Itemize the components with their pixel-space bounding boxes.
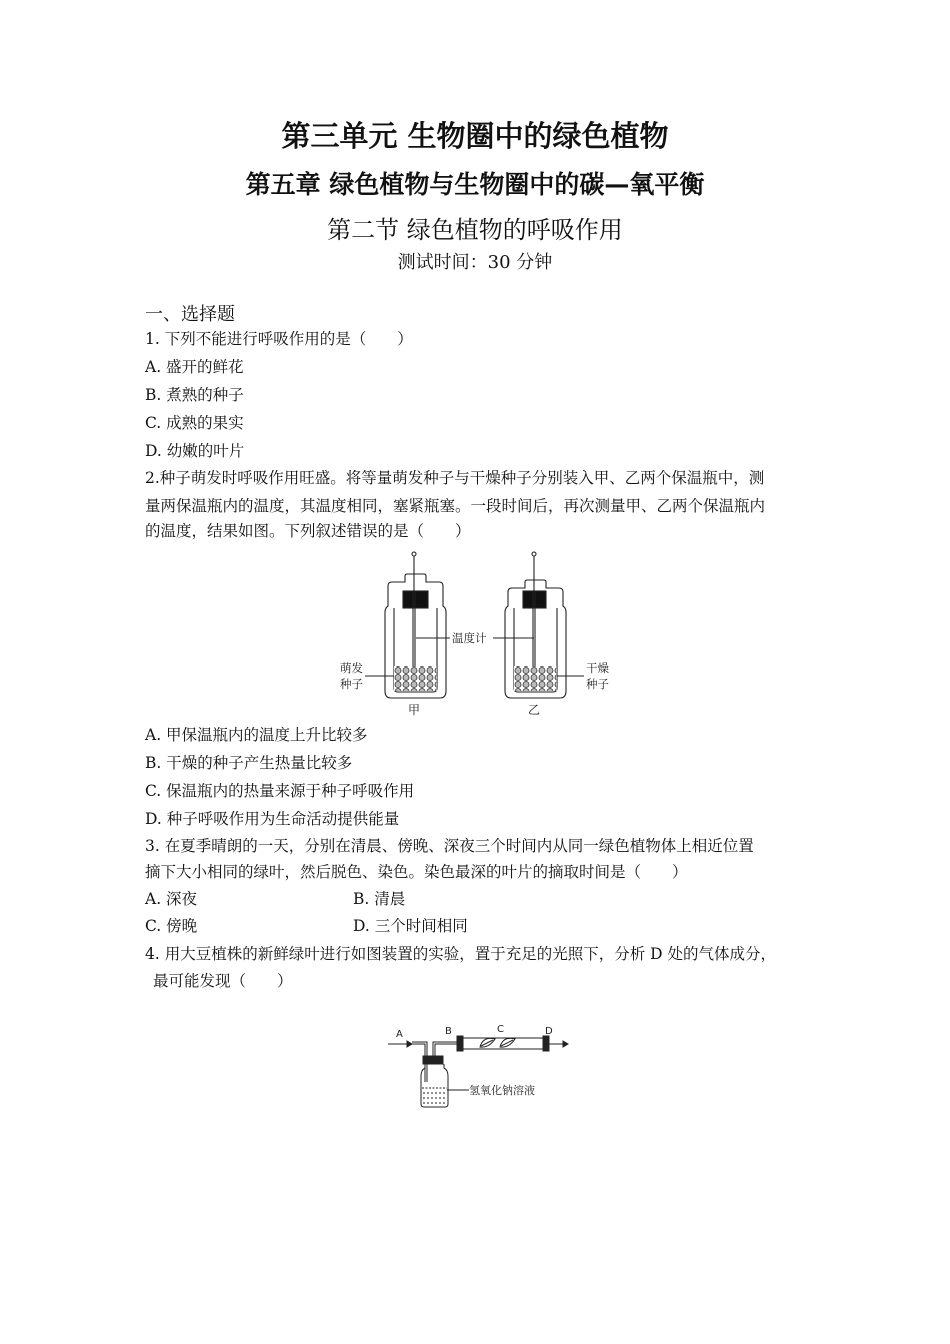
q2-stem-line-3: 的温度，结果如图。下列叙述错误的是（ ） [145, 522, 471, 540]
section-heading: 一、选择题 [145, 304, 235, 325]
thermos-figure [330, 548, 630, 720]
q3-stem-line-1: 3. 在夏季晴朗的一天，分别在清晨、傍晚、深夜三个时间内从同一绿色植物体上相近位置 [145, 837, 754, 855]
q2-option-a: A. 甲保温瓶内的温度上升比较多 [145, 726, 368, 744]
solution-label: 氢氧化钠溶液 [469, 1084, 535, 1097]
apparatus-figure [385, 1020, 575, 1115]
q4-stem-line-1: 4. 用大豆植株的新鲜绿叶进行如图装置的实验，置于充足的光照下，分析 D 处的气体成分， [145, 945, 776, 963]
q1-stem: 1. 下列不能进行呼吸作用的是（ ） [145, 330, 413, 348]
label-b: B [445, 1026, 452, 1037]
q3-option-a: A. 深夜 [145, 890, 198, 908]
q3-option-b: B. 清晨 [353, 890, 406, 908]
section-title: 第二节 绿色植物的呼吸作用 [327, 216, 623, 244]
bottle-jia [385, 552, 446, 698]
q4-stem-line-2: 最可能发现（ ） [153, 972, 293, 990]
bottle-jia-label: 甲 [408, 703, 421, 717]
test-time: 测试时间：30 分钟 [397, 252, 553, 273]
q2-stem-line-2: 量两保温瓶内的温度，其温度相同，塞紧瓶塞。一段时间后，再次测量甲、乙两个保温瓶内 [145, 497, 766, 515]
q3-option-c: C. 傍晚 [145, 917, 198, 935]
unit-title: 第三单元 生物圈中的绿色植物 [281, 119, 669, 153]
bottle-yi [505, 552, 566, 698]
thermometer-label: 温度计 [452, 631, 487, 645]
q2-option-c: C. 保温瓶内的热量来源于种子呼吸作用 [145, 782, 415, 800]
chapter-title: 第五章 绿色植物与生物圈中的碳—氧平衡 [245, 170, 705, 199]
right-seed-label-2: 种子 [586, 677, 609, 691]
q1-option-a: A. 盛开的鲜花 [145, 358, 244, 376]
q2-option-d: D. 种子呼吸作用为生命活动提供能量 [145, 810, 400, 828]
bottle-yi-label: 乙 [528, 703, 541, 717]
right-seed-label-1: 干燥 [586, 661, 609, 675]
q2-option-b: B. 干燥的种子产生热量比较多 [145, 754, 353, 772]
label-c: C [497, 1024, 504, 1035]
label-d: D [545, 1026, 553, 1037]
label-a: A [396, 1029, 403, 1040]
left-seed-label-2: 种子 [340, 677, 363, 691]
q2-stem-line-1: 2.种子萌发时呼吸作用旺盛。将等量萌发种子与干燥种子分别装入甲、乙两个保温瓶中，测 [145, 469, 765, 487]
q1-option-b: B. 煮熟的种子 [145, 386, 244, 404]
q3-option-d: D. 三个时间相同 [353, 917, 468, 935]
q3-stem-line-2: 摘下大小相同的绿叶，然后脱色、染色。染色最深的叶片的摘取时间是（ ） [145, 863, 688, 881]
q1-option-d: D. 幼嫩的叶片 [145, 442, 245, 460]
left-seed-label-1: 萌发 [340, 661, 363, 675]
q1-option-c: C. 成熟的果实 [145, 414, 244, 432]
